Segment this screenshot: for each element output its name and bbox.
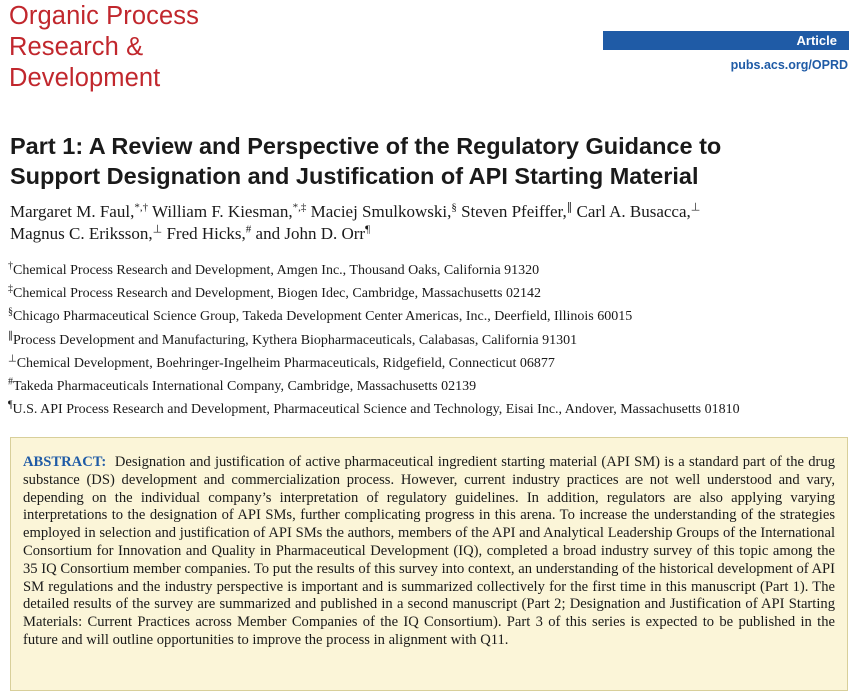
affiliation-text: Chicago Pharmaceutical Science Group, Takeda Development Center Americas, Inc., Deerfield, Illinois 60015 <box>13 309 633 325</box>
affiliation-mark: ‡ <box>8 283 13 295</box>
affiliation-item <box>8 282 853 305</box>
affiliation-mark: ∥ <box>8 329 13 341</box>
affiliation-mark: † <box>8 260 13 272</box>
author-marks: ¶ <box>365 223 371 236</box>
author-name[interactable]: Fred Hicks, <box>166 224 246 243</box>
journal-name <box>9 1 309 94</box>
title-line: Part 1: A Review and Perspective of the Regulatory Guidance to <box>10 133 722 159</box>
article-title <box>10 131 850 191</box>
journal-name-line: Research & <box>9 33 144 61</box>
affiliation-mark: ¶ <box>8 399 13 411</box>
affiliation-mark: ⊥ <box>8 353 17 365</box>
affiliation-item <box>8 329 853 352</box>
affiliation-item <box>8 398 853 421</box>
author-marks: ⊥ <box>152 223 163 236</box>
affiliation-text: Chemical Development, Boehringer-Ingelheim Pharmaceuticals, Ridgefield, Connecticut 06877 <box>16 355 555 371</box>
affiliation-mark: # <box>8 376 13 388</box>
journal-url-link[interactable]: pubs.acs.org/OPRD <box>730 58 848 72</box>
author-line <box>10 223 850 245</box>
author-name[interactable]: Margaret M. Faul, <box>10 202 135 221</box>
title-line: Support Designation and Justification of API Starting Material <box>10 163 699 189</box>
abstract-label: ABSTRACT: <box>23 454 107 470</box>
author-name[interactable]: Magnus C. Eriksson, <box>10 224 153 243</box>
affiliation-text: Takeda Pharmaceuticals International Company, Cambridge, Massachusetts 02139 <box>13 378 477 394</box>
author-marks: ∥ <box>566 201 573 214</box>
journal-name-line: Organic Process <box>9 2 199 30</box>
affiliation-text: Chemical Process Research and Development, Amgen Inc., Thousand Oaks, California 91320 <box>13 263 540 278</box>
abstract-box <box>10 437 848 691</box>
journal-name-line: Development <box>9 64 161 92</box>
author-marks: # <box>245 223 252 236</box>
author-list <box>10 201 850 245</box>
affiliation-list <box>8 259 853 421</box>
affiliation-mark: § <box>8 306 13 318</box>
abstract-paragraph <box>23 454 835 650</box>
author-marks: *,† <box>134 201 149 214</box>
author-name[interactable]: and John D. Orr <box>255 224 366 243</box>
affiliation-item <box>8 352 853 375</box>
abstract-text: Designation and justification of active pharmaceutical ingredient starting material (API SM) is a standard part of the drug substance (DS) development and commercialization process. However, current industry practices are not well understood and vary, depending on the individual company’s interpretation of regulatory guidelines. In addition, regulators are also applying varying interpretations to the designation of API SMs, further complicating progress in this arena. To increase the understanding of the strategies employed in selection and justification of API SMs the authors, members of the API and Analytical Leadership Groups of the International Consortium for Innovation and Quality in Pharmaceutical Development (IQ), completed a broad industry survey of this topic among the 35 IQ Consortium member companies. To put the results of this survey into context, an understanding of the historical development of API SM regulations and the industry perspective is important and is summarized collectively for the first time in this manuscript (Part 1). The detailed results of the survey are summarized and published in a second manuscript (Part 2; Designation and Justification of API Starting Materials: Current Practices across Member Companies of the IQ Consortium). Part 3 of this series is expected to be published in the future and will outline opportunities to improve the process in alignment with Q11. <box>23 454 836 648</box>
author-marks: ⊥ <box>690 201 701 214</box>
author-name[interactable]: Maciej Smulkowski, <box>310 202 452 221</box>
author-line <box>10 201 850 223</box>
affiliation-text: Chemical Process Research and Development, Biogen Idec, Cambridge, Massachusetts 02142 <box>13 286 541 302</box>
affiliation-item <box>8 305 853 328</box>
affiliation-text: U.S. API Process Research and Development, Pharmaceutical Science and Technology, Eisai Inc., Andover, Massachusetts 01810 <box>12 402 740 418</box>
author-name[interactable]: Steven Pfeiffer, <box>461 202 567 221</box>
article-type-badge: Article <box>603 31 849 50</box>
author-name[interactable]: William F. Kiesman, <box>152 202 293 221</box>
author-marks: § <box>451 201 457 214</box>
affiliation-item <box>8 259 853 282</box>
author-name[interactable]: Carl A. Busacca, <box>576 202 691 221</box>
affiliation-item <box>8 375 853 398</box>
affiliation-text: Process Development and Manufacturing, Kythera Biopharmaceuticals, Calabasas, California 91301 <box>13 332 578 348</box>
author-marks: *,‡ <box>292 201 307 214</box>
